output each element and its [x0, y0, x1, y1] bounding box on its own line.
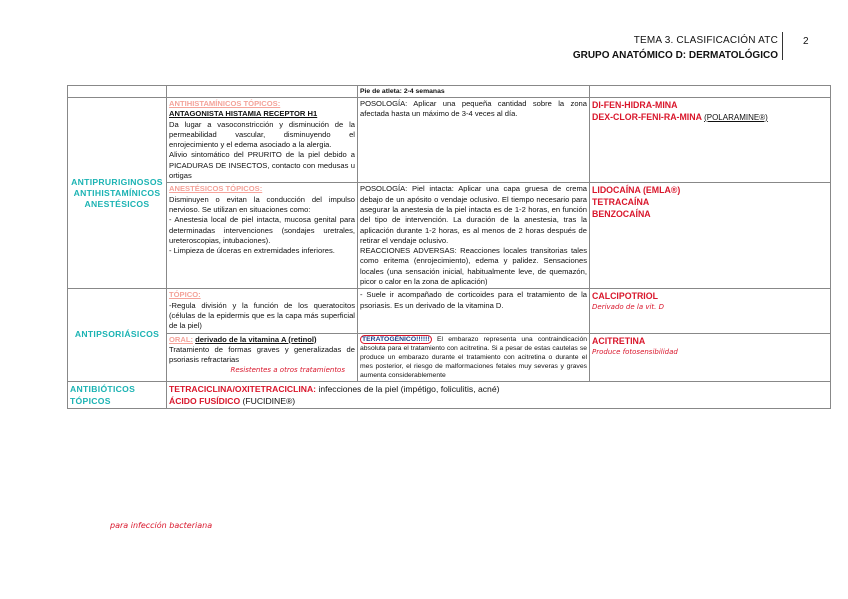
anest-line: - Limpieza de úlceras en extremidades inferiores.	[169, 246, 335, 256]
antihistaminicos-cell	[167, 98, 358, 183]
category-antipsoriasicos: ANTIPSORIÁSICOS	[68, 289, 167, 381]
antihist-line: ANTAGONISTA HISTAMIA RECEPTOR H1	[169, 109, 318, 119]
drug-name: ÁCIDO FUSÍDICO	[169, 395, 241, 406]
handwritten-note: Produce fotosensibilidad	[592, 347, 678, 356]
antihist-line: Alivio sintomático del PRURITO de la piel debido a PICADURAS DE INSECTOS, contacto con medusas u ortigas	[169, 150, 355, 181]
antihist-drugs	[590, 98, 831, 183]
document-header	[573, 33, 778, 63]
oral-posology	[358, 333, 590, 381]
drug-name: BENZOCAÍNA	[592, 209, 651, 220]
antihist-posology	[358, 98, 590, 183]
table-row	[68, 289, 831, 333]
oral-drugs	[590, 333, 831, 381]
table-row	[68, 381, 831, 408]
drug-name: TETRACICLINA/OXITETRACICLINA:	[169, 383, 317, 394]
oral-cell	[167, 333, 358, 381]
oral-title: ORAL:	[169, 334, 194, 344]
drug-text: infecciones de la piel (impétigo, foliculitis, acné)	[318, 383, 500, 394]
handwritten-note: Derivado de la vit. D	[592, 303, 665, 312]
anest-line: - Anestesia local de piel intacta, mucosa genital para determinadas intervenciones (sondajes uretrales, ureteroscopias, intubaciones).	[169, 215, 355, 245]
header-subtitle: GRUPO ANATÓMICO D: DERMATOLÓGICO	[572, 50, 778, 61]
posology-text: POSOLOGÍA: Aplicar una pequeña cantidad sobre la zona afectada hasta un máximo de 3-4 veces al día.	[360, 99, 587, 119]
drug-name: ACITRETINA	[592, 335, 646, 346]
pie-atleta-note: Pie de atleta: 2-4 semanas	[358, 86, 590, 98]
page-number: 2	[803, 36, 809, 47]
anest-line: Disminuyen o evitan la conducción del impulso nervioso. Se utilizan en situaciones como:	[169, 194, 355, 214]
adverse-reactions: REACCIONES ADVERSAS: Reacciones locales transitorias tales como eritema (enrojecimiento), edema y palidez. Sensaciones locales (una sensación inicial, habitualmente leve, de quemazón, picor o calor en la zona de aplicación)	[360, 246, 587, 287]
anest-drugs	[590, 183, 831, 289]
table-row	[68, 333, 831, 381]
drug-brand: (POLARAMINE®)	[704, 113, 768, 122]
oral-line: derivado de la vitamina A (retinol)	[195, 334, 317, 344]
topico-title: TÓPICO:	[169, 290, 201, 300]
teratogenic-warning: TERATOGÉNICO!!!!!!	[362, 335, 430, 343]
header-title: TEMA 3. CLASIFICACIÓN ATC	[633, 35, 778, 46]
category-antipruriginosos: ANTIPRURIGINOSOS ANTIHISTAMÍNICOS ANESTÉSICOS	[68, 98, 167, 289]
drug-name: DEX-CLOR-FENI-RA-MINA	[592, 112, 702, 122]
table-row	[68, 98, 831, 183]
oral-line: Tratamiento de formas graves y generalizadas de psoriasis refractarias	[169, 344, 355, 365]
category-antibioticos: ANTIBIÓTICOS TÓPICOS	[68, 381, 167, 408]
atc-table	[67, 85, 831, 409]
drug-text: (FUCIDINE®)	[242, 395, 296, 406]
handwritten-note: para infección bacteriana	[110, 521, 213, 530]
anestesicos-cell	[167, 183, 358, 289]
antibioticos-cell	[167, 381, 831, 408]
posology-text: POSOLOGÍA: Piel intacta: Aplicar una capa gruesa de crema debajo de un apósito o vendaje oclusivo. El tiempo necesario para asegurar la anestesia de la piel intacta es de 1-2 horas, en función del tipo de intervención. La duración de la anestesia, tras la aplicación durante 1-2 horas, es al menos de 2 horas después de retirar el vendaje oclusivo.	[360, 184, 587, 245]
drug-name: LIDOCAÍNA (EMLA®)	[592, 185, 681, 196]
posology-text: El embarazo representa una contraindicación absoluta para el tratamiento con acitretina. Si a pesar de estas cautelas se produce un embarazo durante el tratamiento con acitretina o durante el mes posterior, el riesgo de malformaciones fetales muy severas y graves aumenta considerablemente	[360, 335, 587, 379]
topico-line: -Regula división y la función de los queratocitos (células de la epidermis que es la capa más superficial de la piel)	[169, 300, 355, 331]
topico-drugs	[590, 289, 831, 333]
anestesicos-title: ANESTÉSICOS TÓPICOS:	[169, 184, 263, 194]
topico-posology	[358, 289, 590, 333]
antihistaminicos-title: ANTIHISTAMÍNICOS TÓPICOS:	[169, 99, 281, 108]
table-row	[68, 86, 831, 98]
anest-posology	[358, 183, 590, 289]
drug-name: CALCIPOTRIOL	[592, 291, 658, 302]
handwritten-note: Resistentes a otros tratamientos	[230, 366, 345, 375]
topico-cell	[167, 289, 358, 333]
drug-name: DI-FEN-HIDRA-MINA	[592, 100, 678, 110]
antihist-line: Da lugar a vasoconstricción y disminución de la permeabilidad vascular, disminuyendo el enrojecimiento y el edema asociado a la alergia.	[169, 119, 355, 150]
table-row	[68, 183, 831, 289]
posology-text: - Suele ir acompañado de corticoides para el tratamiento de la psoriasis. Es un derivado de la vitamina D.	[360, 290, 587, 310]
drug-name: TETRACAÍNA	[592, 197, 650, 208]
header-divider	[782, 32, 783, 60]
